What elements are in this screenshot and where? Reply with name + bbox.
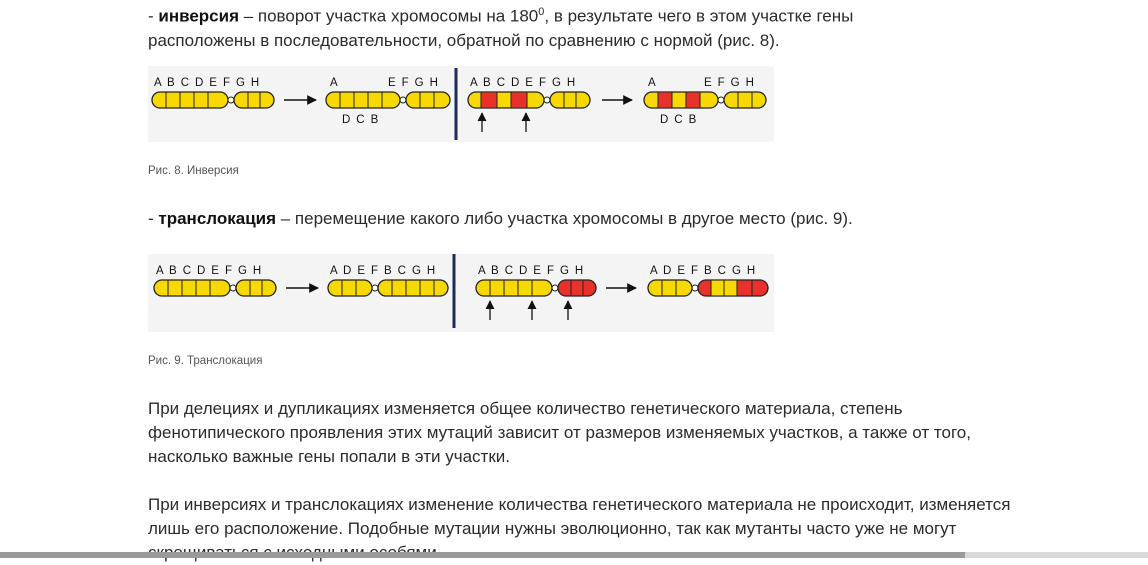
scrollbar-thumb[interactable]	[0, 552, 965, 558]
fig8-panel3-gene-labels: A B C D E F G H	[470, 77, 577, 89]
inversion-definition: – поворот участка хромосомы на 180	[239, 6, 539, 26]
inversion-paragraph	[148, 0, 1028, 53]
fig8-panel2-label-efgh: E F G H	[388, 77, 440, 89]
fig8-panel4-label-efgh: E F G H	[704, 77, 756, 89]
fig9-chromosome-result	[648, 280, 768, 296]
inversion-definition-line2: расположены в последовательности, обратной по сравнению с нормой (рис. 8).	[148, 30, 780, 50]
fig9-panel1-gene-labels: A B C D E F G H	[156, 265, 263, 277]
horizontal-scrollbar[interactable]	[0, 552, 1148, 558]
fig9-panel4-gene-labels: A D E F B C G H	[650, 265, 757, 277]
fig8-panel4-label-dcb: D C B	[660, 114, 698, 126]
inversion-dash: -	[148, 6, 159, 26]
fig9-chromosome-original	[154, 280, 276, 296]
fig8-chromosome-inverted	[326, 92, 450, 108]
inversion-definition-end: , в результате чего в этом участке гены	[544, 6, 854, 26]
inversion-term: инверсия	[158, 6, 239, 26]
translocation-diagram	[148, 254, 774, 332]
inversion-diagram	[148, 66, 774, 142]
fig8-panel2-label-a: A	[330, 77, 340, 89]
translocation-dash: -	[148, 209, 159, 228]
fig8-panel2-label-dcb: D C B	[342, 114, 380, 126]
fig9-chromosome-breakpoints	[476, 280, 596, 296]
fig8-panel4-label-a: A	[648, 77, 658, 89]
fig8-panel1-gene-labels: A B C D E F G H	[154, 77, 261, 89]
fig9-panel2-gene-labels: A D E F B C G H	[330, 265, 437, 277]
fig9-caption: Рис. 9. Транслокация	[148, 355, 263, 367]
fig9-panel3-gene-labels: A B C D E F G H	[478, 265, 585, 277]
translocation-figure	[148, 254, 774, 332]
fig8-caption: Рис. 8. Инверсия	[148, 165, 239, 177]
fig8-chromosome-original	[152, 92, 274, 108]
fig9-chromosome-translocated	[328, 280, 448, 296]
translocation-term: транслокация	[158, 209, 277, 228]
inversions-translocations-paragraph: При инверсиях и транслокациях изменение количества генетического материала не происходит, изменяется лишь его расположение. Подобные мутации нужны эволюционно, так как мутанты часто уже не могут	[148, 495, 1011, 538]
deletions-paragraph: При делециях и дупликациях изменяется общее количество генетического материала, степень фенотипического проявления этих мутаций зависит от размеров изменяемых участков, а также от того, насколько важные гены попали в эти участки.	[148, 399, 971, 466]
translocation-paragraph	[148, 207, 1028, 231]
inversion-figure	[148, 66, 774, 142]
translocation-definition: – перемещение какого либо участка хромосомы в другое место (рис. 9).	[276, 209, 853, 228]
fig8-chromosome-breakpoints	[468, 92, 590, 108]
fig8-chromosome-result	[644, 92, 766, 108]
degree-superscript: 0	[538, 6, 545, 18]
